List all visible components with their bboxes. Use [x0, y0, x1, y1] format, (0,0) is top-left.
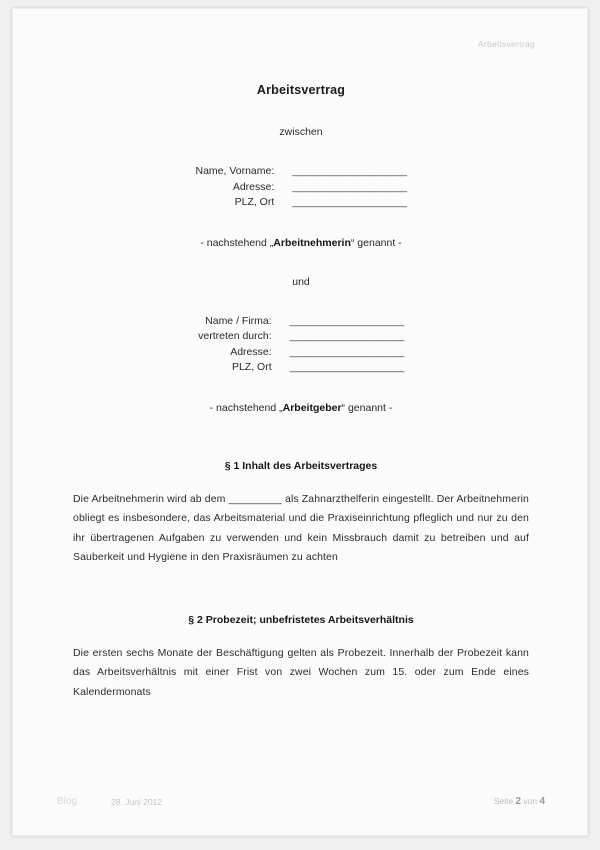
- field-value: _____________________: [292, 180, 407, 193]
- document-page: [12, 8, 588, 836]
- und-label: und: [292, 275, 310, 288]
- footer-left-group: [57, 796, 162, 807]
- field-label: Adresse:: [230, 345, 272, 358]
- employee-fields-table: [195, 164, 406, 211]
- section-2-heading: § 2 Probezeit; unbefristetes Arbeitsverhältnis: [188, 613, 414, 626]
- footer-page-number: [494, 796, 545, 807]
- employee-note-prefix: - nachstehend „: [200, 236, 274, 249]
- table-row: [198, 314, 404, 330]
- employer-note-suffix: “ genannt -: [341, 401, 393, 414]
- employer-party-note: [73, 402, 529, 414]
- field-label: vertreten durch:: [198, 330, 272, 342]
- field-label: PLZ, Ort: [234, 196, 275, 208]
- document-footer: [13, 796, 588, 807]
- footer-page-middle: von: [521, 796, 540, 806]
- employee-note-strong: Arbeitnehmerin: [273, 236, 351, 249]
- section-1-heading: § 1 Inhalt des Arbeitsvertrages: [224, 459, 378, 472]
- field-label: Adresse:: [232, 180, 275, 193]
- field-value: _____________________: [292, 165, 407, 177]
- footer-page-current: 2: [515, 796, 521, 807]
- section-2-body: Die ersten sechs Monate der Beschäftigung gelten als Probezeit. Innerhalb der Probezeit kann das Arbeitsverhältnis mit einer Frist von zwei Wochen zum 15. oder zum Ende eines Kalendermonats: [73, 646, 529, 698]
- section-1-body: Die Arbeitnehmerin wird ab dem _________ als Zahnarzthelferin eingestellt. Der Arbeitnehmerin obliegt es insbesondere, das Arbeitsmaterial und die Praxiseinrichtung pfleglich und nur zu den ihr übertragenen Aufgaben zu verwenden und kein Missbrauch damit zu betreiben und auf Sauberkeit und Hygiene in den Praxisräumen zu achten: [73, 492, 529, 563]
- between-label: zwischen: [279, 126, 323, 138]
- employer-fields-table: [198, 314, 404, 376]
- field-value: _____________________: [289, 330, 404, 342]
- footer-page-prefix: Seite: [493, 796, 516, 806]
- field-value: _____________________: [289, 314, 404, 327]
- field-value: _____________________: [289, 345, 404, 358]
- employee-party-note: [73, 237, 529, 249]
- footer-brand: Blog: [57, 796, 78, 807]
- table-row: [195, 195, 406, 211]
- table-row: [198, 360, 404, 376]
- table-row: [198, 345, 404, 361]
- footer-date: 28. Juni 2012: [111, 797, 163, 807]
- document-title: Arbeitsvertrag: [256, 83, 346, 97]
- employer-note-strong: Arbeitgeber: [282, 401, 342, 414]
- field-label: Name, Vorname:: [195, 165, 275, 177]
- field-value: _____________________: [292, 196, 407, 208]
- document-header-watermark: Arbeitsvertrag: [477, 39, 535, 49]
- employee-note-suffix: “ genannt -: [350, 236, 402, 249]
- document-content: [13, 9, 588, 702]
- field-label: Name / Firma:: [205, 314, 272, 327]
- employer-note-prefix: - nachstehend „: [209, 401, 283, 414]
- table-row: [195, 180, 406, 196]
- table-row: [198, 329, 404, 345]
- field-label: PLZ, Ort: [231, 361, 272, 373]
- table-row: [195, 164, 406, 180]
- footer-page-total: 4: [539, 796, 545, 807]
- field-value: _____________________: [289, 361, 404, 373]
